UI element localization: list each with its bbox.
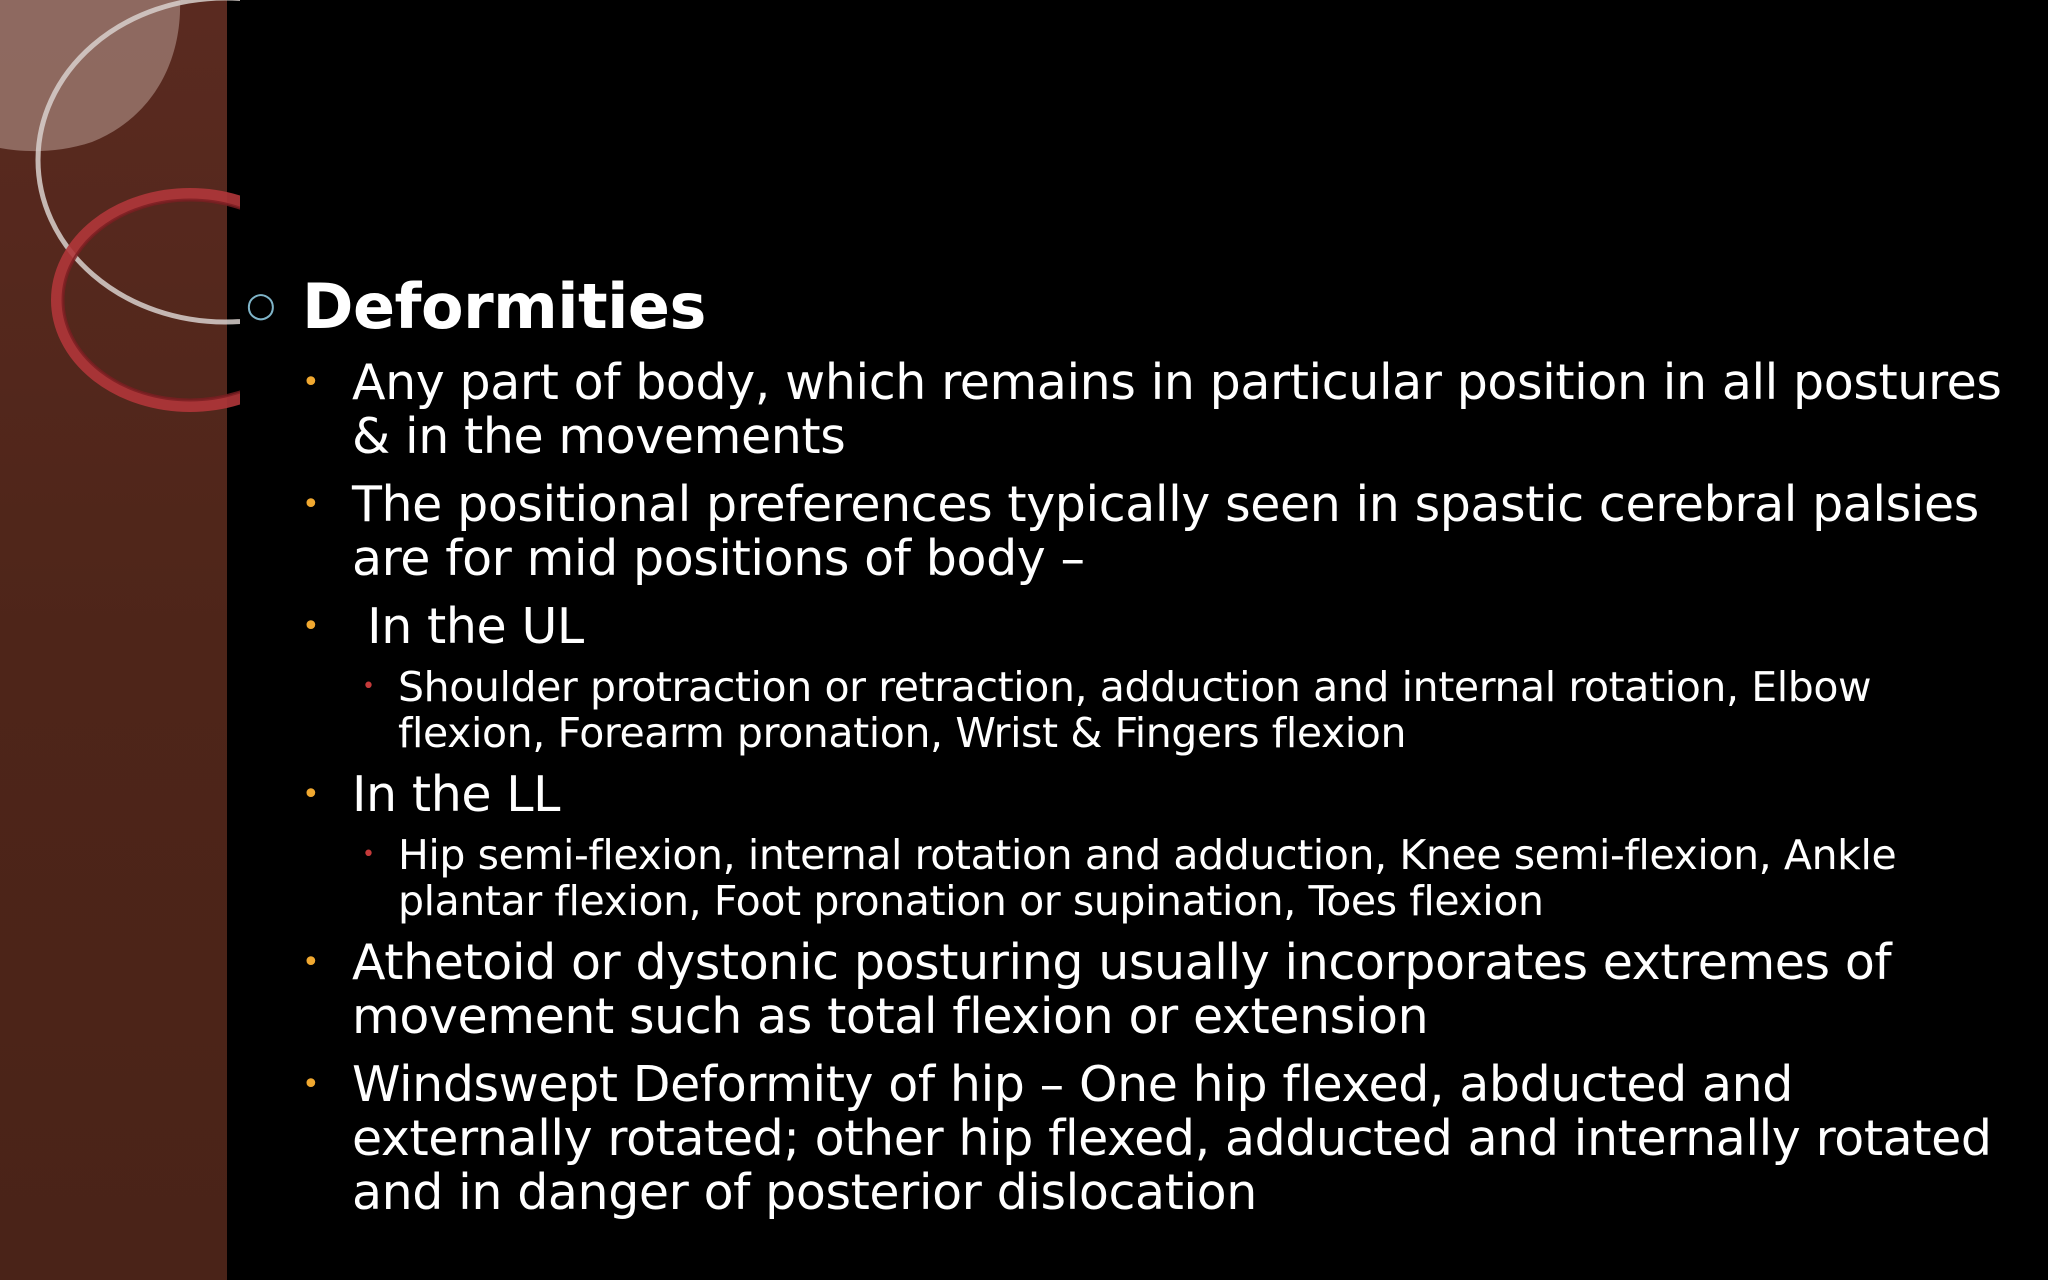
list-item bbox=[302, 478, 2006, 586]
slide-content bbox=[246, 262, 2006, 1234]
slide-heading: Deformities bbox=[302, 270, 706, 343]
point-text: In the UL bbox=[352, 598, 584, 655]
dot-bullet-icon: • bbox=[302, 609, 320, 644]
list-item bbox=[302, 356, 2006, 464]
heading-item bbox=[246, 262, 2006, 352]
corner-circle-shape bbox=[0, 0, 180, 151]
dot-bullet-icon: • bbox=[302, 777, 320, 812]
small-dot-bullet-icon: • bbox=[362, 674, 375, 699]
dot-bullet-icon: • bbox=[302, 365, 320, 400]
list-item bbox=[302, 600, 2006, 654]
dot-bullet-icon: • bbox=[302, 945, 320, 980]
sub-list-item bbox=[362, 832, 2006, 924]
point-text: Windswept Deformity of hip – One hip flexed, abducted and externally rotated; other hip flexed, adducted and internally rotated and in danger of posterior dislocation bbox=[352, 1056, 1992, 1221]
sub-list-item bbox=[362, 664, 2006, 756]
small-dot-bullet-icon: • bbox=[362, 842, 375, 867]
dot-bullet-icon: • bbox=[302, 1067, 320, 1102]
list-item bbox=[302, 1058, 2006, 1220]
decorative-circles bbox=[0, 0, 240, 420]
circle-bullet-icon: ○ bbox=[246, 285, 276, 325]
red-ring bbox=[57, 194, 240, 406]
list-item bbox=[302, 936, 2006, 1044]
list-item bbox=[302, 768, 2006, 822]
point-text: Any part of body, which remains in particular position in all postures & in the movements bbox=[352, 354, 2002, 465]
point-text: The positional preferences typically seen in spastic cerebral palsies are for mid positions of body – bbox=[352, 476, 1979, 587]
sub-point-text: Shoulder protraction or retraction, adduction and internal rotation, Elbow flexion, Forearm pronation, Wrist & Fingers flexion bbox=[398, 663, 1872, 757]
dot-bullet-icon: • bbox=[302, 487, 320, 522]
point-text: In the LL bbox=[352, 766, 561, 823]
point-text: Athetoid or dystonic posturing usually incorporates extremes of movement such as total flexion or extension bbox=[352, 934, 1892, 1045]
sub-point-text: Hip semi-flexion, internal rotation and adduction, Knee semi-flexion, Ankle plantar flexion, Foot pronation or supination, Toes flexion bbox=[398, 831, 1897, 925]
